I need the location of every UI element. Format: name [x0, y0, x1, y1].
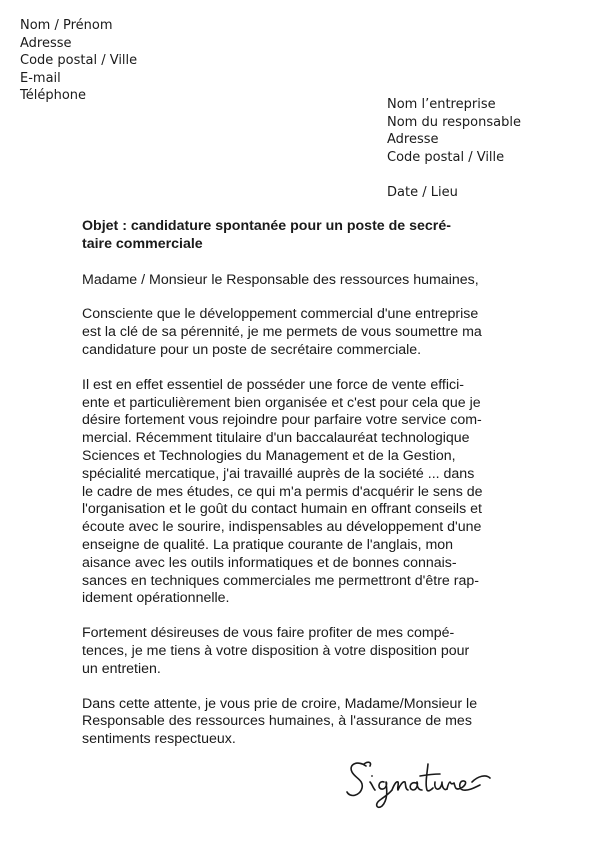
paragraph-availability: Fortement désireuses de vous faire profiter de mes compé- tences, je me tiens à votre disposition à votre disposition pour un entretien.: [82, 625, 470, 677]
recipient-postcode-city: Code postal / Ville: [387, 149, 505, 165]
sender-phone: Téléphone: [20, 88, 87, 104]
recipient-manager: Nom du responsable: [387, 114, 521, 130]
date-place: Date / Lieu: [387, 185, 458, 201]
letter-subject: Objet : candidature spontanée pour un poste de secré- taire commerciale: [82, 218, 451, 252]
letter-body: [82, 218, 512, 766]
salutation: Madame / Monsieur le Responsable des ressources humaines,: [82, 271, 479, 288]
paragraph-intro: Consciente que le développement commercial d'une entreprise est la clé de sa pérennité, je me permets de vous soumettre ma candidature pour un poste de secrétaire commerciale.: [82, 306, 482, 358]
sender-block: [20, 17, 137, 105]
handwritten-signature: [344, 752, 494, 812]
recipient-block: [387, 96, 521, 202]
sender-email: E-mail: [20, 70, 61, 86]
sender-postcode-city: Code postal / Ville: [20, 53, 138, 69]
paragraph-closing: Dans cette attente, je vous prie de croire, Madame/Monsieur le Responsable des ressources humaines, à l'assurance de mes sentiments respectueux.: [82, 695, 478, 748]
recipient-address: Adresse: [387, 132, 439, 148]
recipient-company: Nom l’entreprise: [387, 97, 496, 112]
sender-name: Nom / Prénom: [20, 18, 113, 33]
paragraph-experience: Il est en effet essentiel de posséder une force de vente effici- ente et particulièrement bien organisée et c'est pour cela que je désire fortement vous rejoindre pour parfaire votre service com- mercial. Récemment titulaire d'un baccalauréat technologique Sciences et Technologies du Management et de la Gestion, spécialité mercatique, j'ai travaillé auprès de la société ... dans le cadre de mes études, ce qui m'a permis d'acquérir le sens de l'organisation et le goût du contact humain en offrant conseils et écoute avec le sourire, indispensables au développement d'une enseigne de qualité. La pratique courante de l'anglais, mon aisance avec les outils informatiques et de bonnes connais- sances en techniques commerciales me permettront d'être rap- idement opérationnelle.: [82, 376, 483, 607]
sender-address: Adresse: [20, 35, 72, 51]
